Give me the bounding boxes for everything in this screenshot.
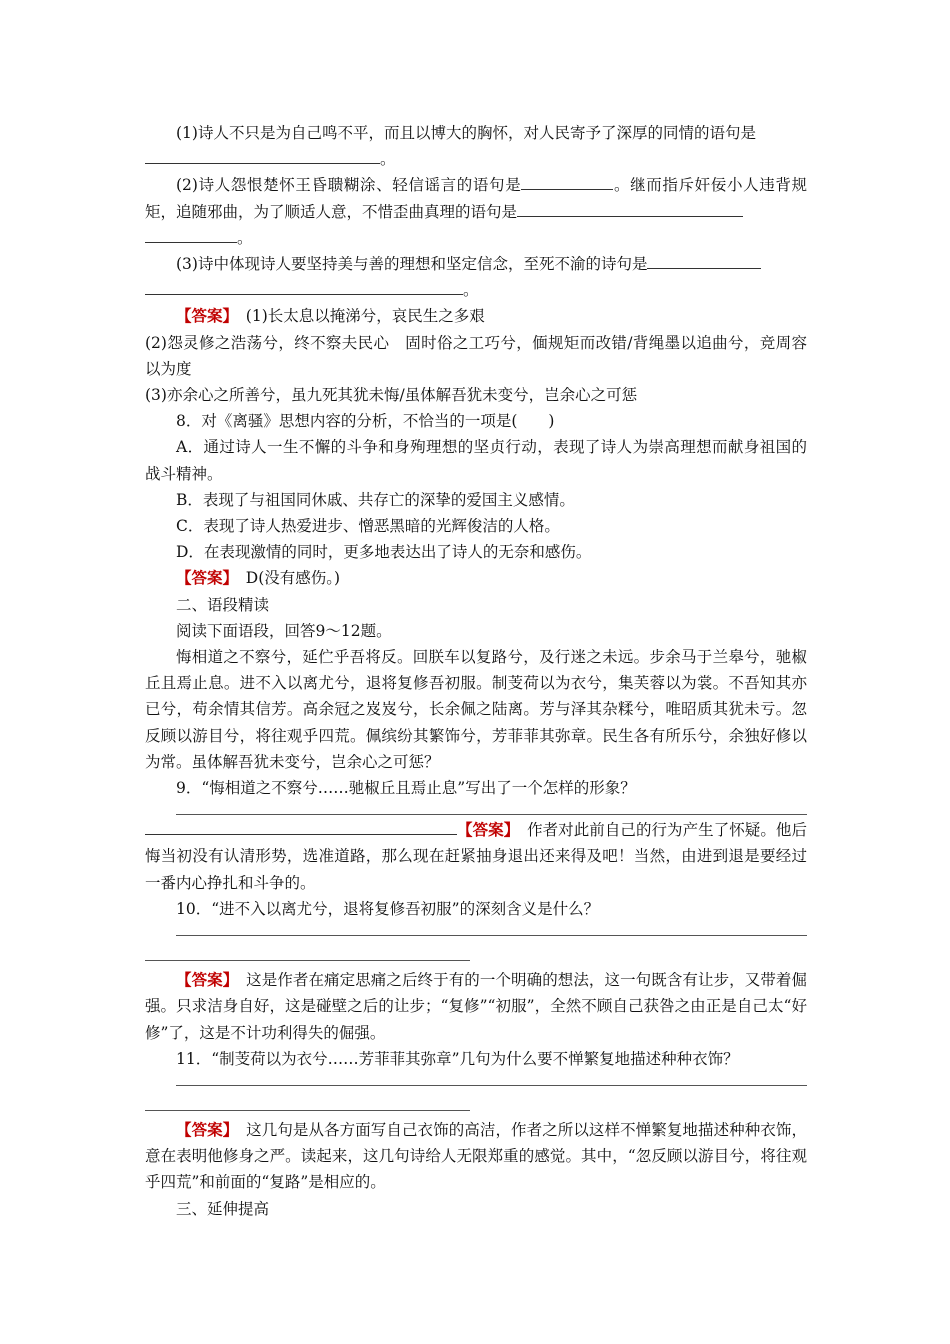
q9-stem: 9．“悔相道之不察兮……驰椒丘且焉止息”写出了一个怎样的形象？ xyxy=(176,779,636,798)
answer-label: 【答案】 xyxy=(176,970,231,990)
section-2-heading: 二、语段精读 xyxy=(176,595,270,614)
q8-option-c: C．表现了诗人热爱进步、憎恶黑暗的光辉俊洁的人格。 xyxy=(176,517,560,536)
q8-stem: 8．对《离骚》思想内容的分析，不恰当的一项是( ) xyxy=(176,412,555,431)
section-2-instruction: 阅读下面语段，回答9～12题。 xyxy=(176,621,392,640)
fill-blank[interactable] xyxy=(517,202,743,217)
q7-item-2: (2)诗人怨恨楚怀王昏聩糊涂、轻信谣言的语句是 。继而指斥奸佞小人违背规矩，追随邪曲，为了顺适人意，不惜歪曲真理的语句是 xyxy=(145,176,807,221)
document-page xyxy=(145,120,807,1222)
answer-label: 【答案】 xyxy=(176,306,231,326)
q8-answer: 【答案】 D(没有感伤。) xyxy=(176,568,341,588)
q7-item-3-blank-line: 。 xyxy=(145,277,807,303)
answer-line[interactable] xyxy=(145,960,470,961)
answer-label: 【答案】 xyxy=(176,1119,231,1139)
fill-blank[interactable] xyxy=(145,228,237,243)
q10-answer: 【答案】 这是作者在痛定思痛之后终于有的一个明确的想法，这一句既含有让步，又带着倔强。只求洁身自好，这是碰壁之后的让步；“复修”“初服”，全然不顾自己获咎之由正是自己太“好修”了，这是不计功利得失的倔强。 xyxy=(145,970,807,1042)
q10-stem: 10．“进不入以离尤兮，退将复修吾初服”的深刻含义是什么？ xyxy=(176,899,600,918)
fill-blank[interactable] xyxy=(145,280,463,295)
fill-blank[interactable] xyxy=(145,149,380,164)
q9-answer: 【答案】 作者对此前自己的行为产生了怀疑。他后悔当初没有认清形势，选准道路，那么现在赶紧抽身退出还来得及吧！当然，由进到退是要经过一番内心挣扎和斗争的。 xyxy=(145,820,807,892)
answer-line[interactable] xyxy=(145,1110,470,1111)
answer-label: 【答案】 xyxy=(457,820,512,840)
section-2-passage: 悔相道之不察兮，延伫乎吾将反。回朕车以复路兮，及行迷之未远。步余马于兰皋兮，驰椒丘且焉止息。进不入以离尤兮，退将复修吾初服。制芰荷以为衣兮，集芙蓉以为裳。不吾知其亦已兮，苟余情其信芳。高余冠之岌岌兮，长余佩之陆离。芳与泽其杂糅兮，唯昭质其犹未亏。忽反顾以游目兮，将往观乎四荒。佩缤纷其繁饰兮，芳菲菲其弥章。民生各有所乐兮，余独好修以为常。虽体解吾犹未变兮，岂余心之可惩？ xyxy=(145,648,807,771)
fill-blank[interactable] xyxy=(521,175,613,190)
q7-item-1: (1)诗人不只是为自己鸣不平，而且以博大的胸怀，对人民寄予了深厚的同情的语句是 xyxy=(176,124,756,142)
q7-answer-2: (2)怨灵修之浩荡兮，终不察夫民心 固时俗之工巧兮，偭规矩而改错/背绳墨以追曲兮，竞周容以为度 xyxy=(145,333,807,378)
q7-answer-3: (3)亦余心之所善兮，虽九死其犹未悔/虽体解吾犹未变兮，岂余心之可惩 xyxy=(145,386,638,405)
q7-item-2-blank-line: 。 xyxy=(145,225,807,251)
answer-line[interactable] xyxy=(176,814,807,815)
q8-option-a: A．通过诗人一生不懈的斗争和身殉理想的坚贞行动，表现了诗人为崇高理想而献身祖国的战斗精神。 xyxy=(145,438,807,483)
fill-blank[interactable] xyxy=(647,254,761,269)
q7-answer-1: 【答案】 (1)长太息以掩涕兮，哀民生之多艰 xyxy=(176,306,485,326)
section-3-heading: 三、延伸提高 xyxy=(176,1199,270,1218)
q8-option-b: B．表现了与祖国同休戚、共存亡的深挚的爱国主义感情。 xyxy=(176,490,575,509)
q7-item-3: (3)诗中体现诗人要坚持美与善的理想和坚定信念，至死不渝的诗句是 xyxy=(145,251,807,277)
answer-label: 【答案】 xyxy=(176,568,231,588)
answer-line[interactable] xyxy=(145,820,457,835)
q7-item-1-blank-line: 。 xyxy=(145,146,807,172)
q11-stem: 11．“制芰荷以为衣兮……芳菲菲其弥章”几句为什么要不惮繁复地描述种种衣饰？ xyxy=(176,1049,739,1068)
q8-option-d: D．在表现激情的同时，更多地表达出了诗人的无奈和感伤。 xyxy=(176,543,592,562)
q11-answer: 【答案】 这几句是从各方面写自己衣饰的高洁，作者之所以这样不惮繁复地描述种种衣饰，意在表明他修身之严。读起来，这几句诗给人无限郑重的感觉。其中，“忽反顾以游目兮，将往观乎四荒”和前面的“复路”是相应的。 xyxy=(145,1119,807,1192)
